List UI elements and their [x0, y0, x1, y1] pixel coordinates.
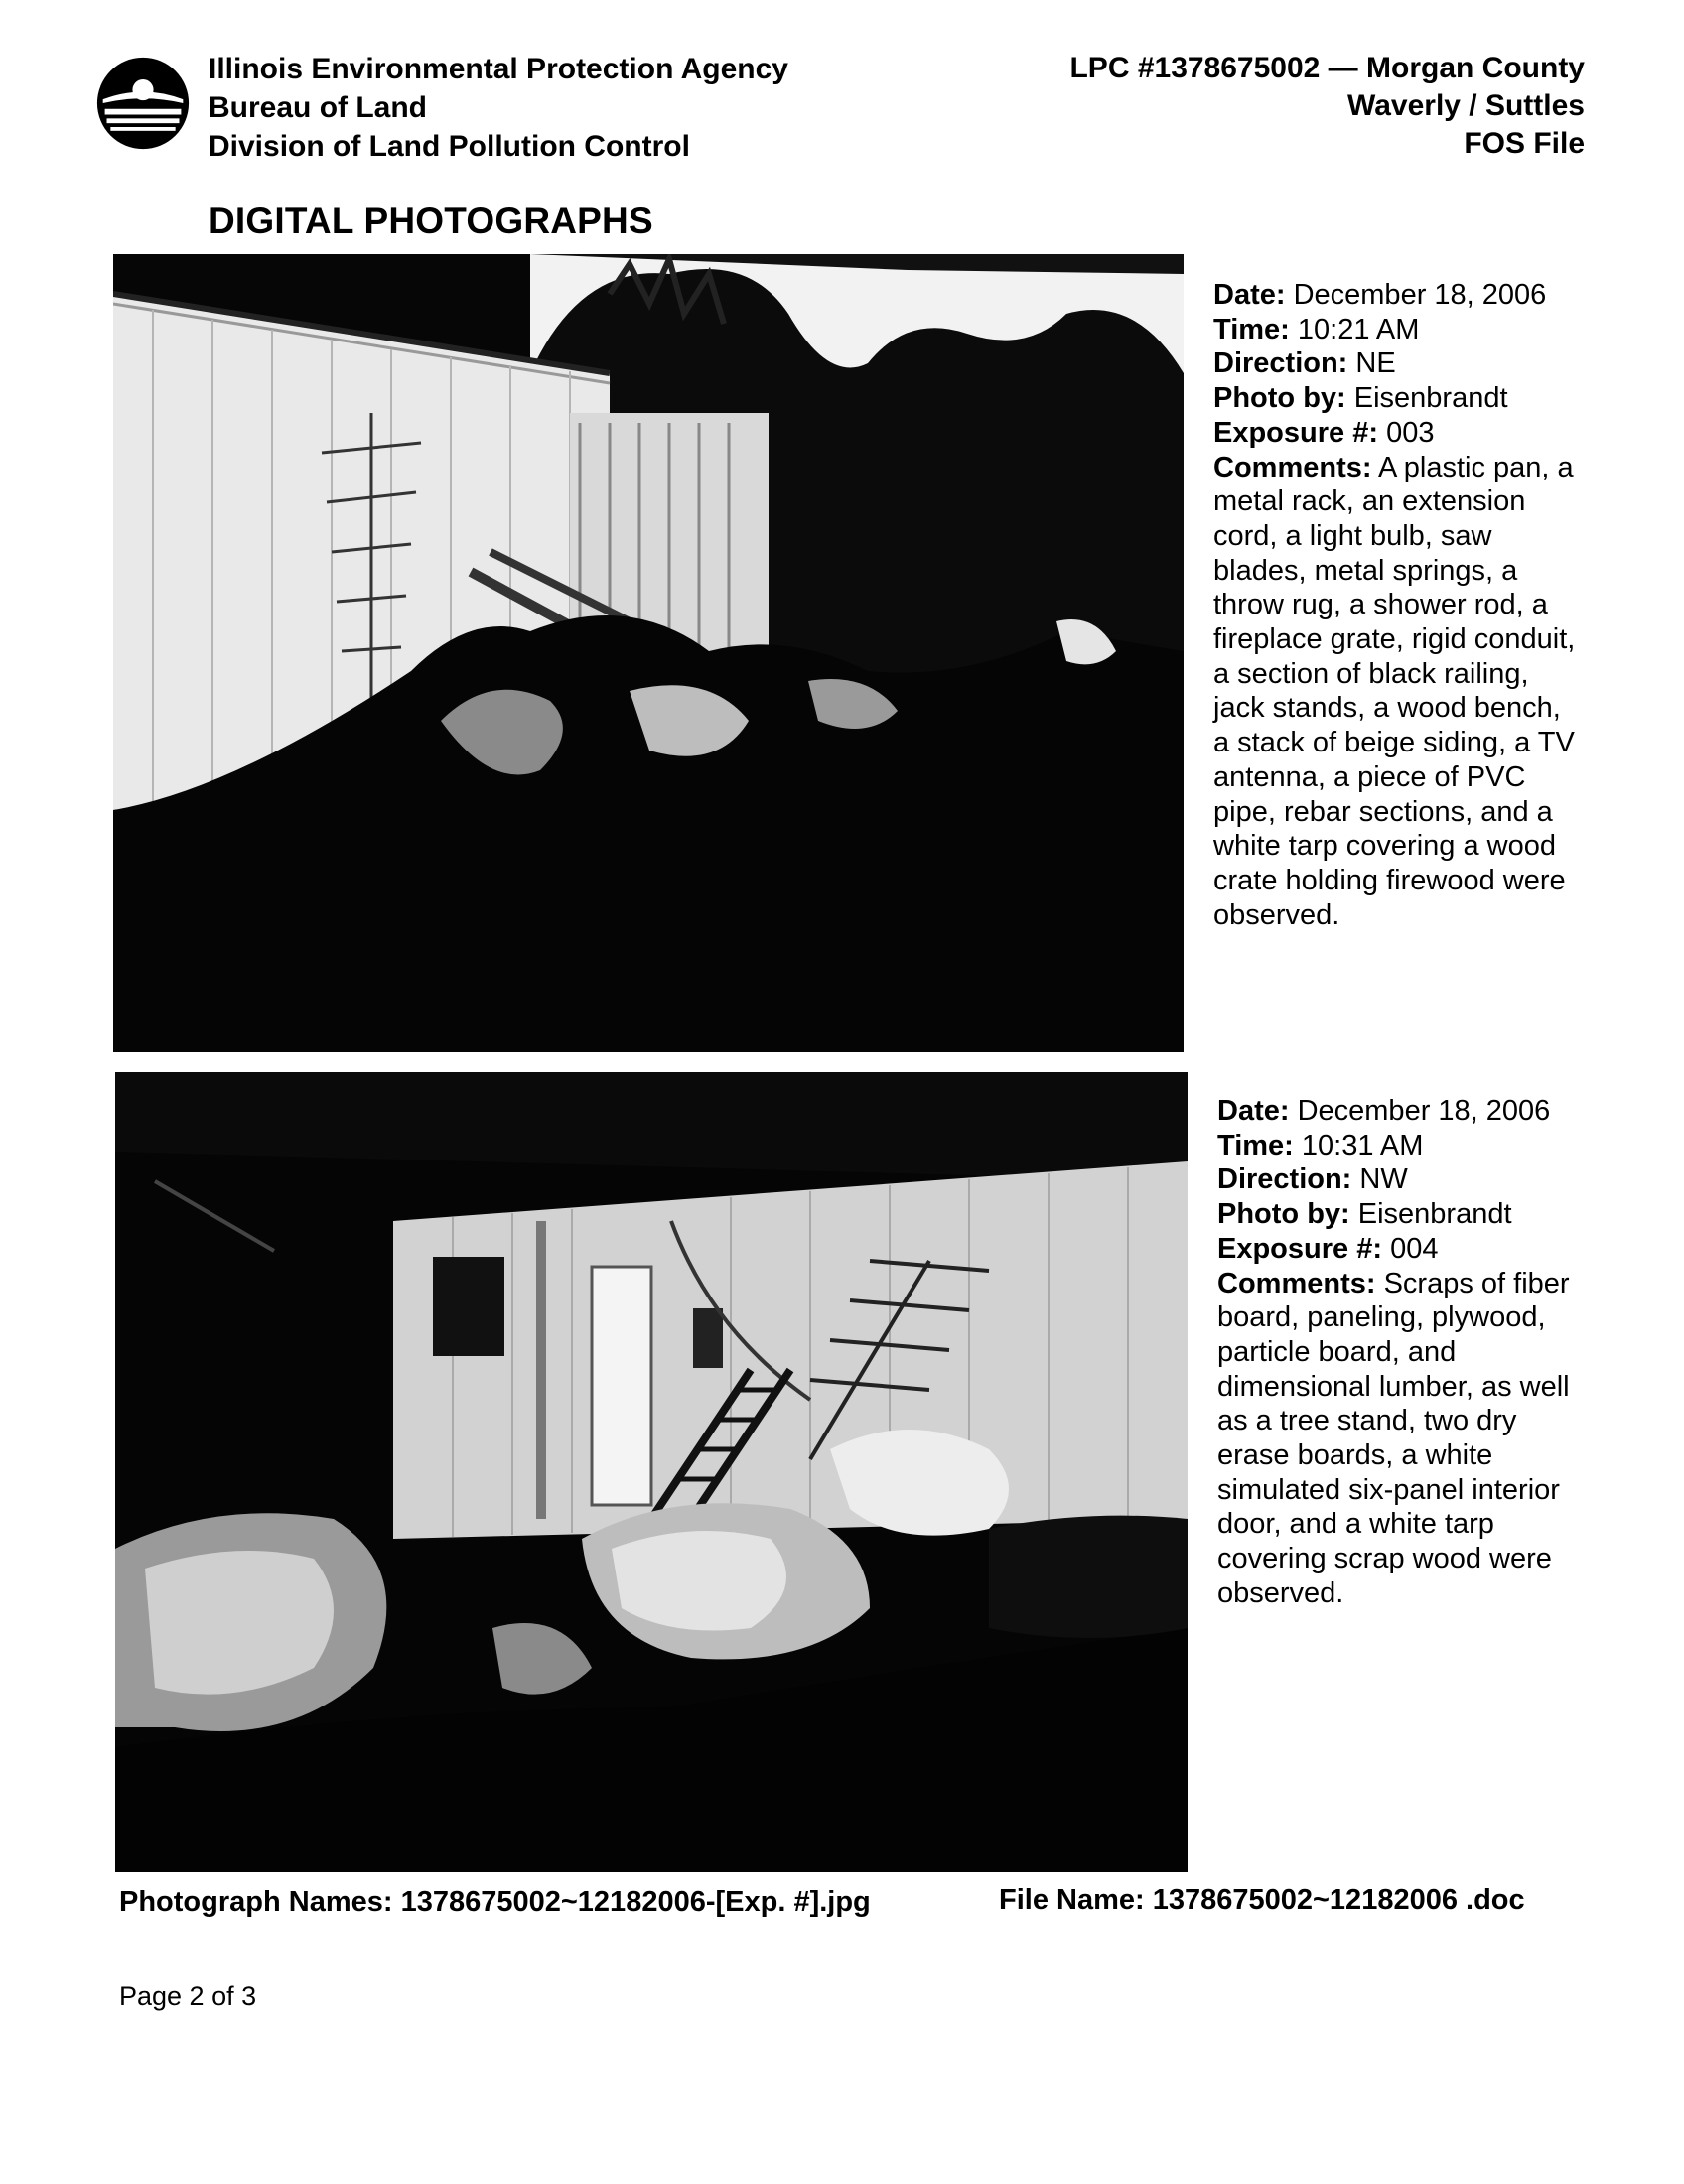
photo-by-value: Eisenbrandt [1353, 382, 1508, 415]
exposure-row [1213, 416, 1581, 451]
comments-label: Comments: [1217, 1267, 1376, 1299]
time-row [1213, 313, 1581, 347]
time-value: 10:31 AM [1301, 1129, 1424, 1161]
comments-block [1213, 451, 1581, 933]
comments-value: Scraps of fiber board, paneling, plywood, particle board, and dimensional lumber, as well as a tree stand, two dry erase boards, a white simulated six-panel interior door, and a white tarp covering scrap wood were observed. [1217, 1267, 1570, 1609]
exposure-label: Exposure #: [1217, 1232, 1382, 1265]
file-type: FOS File [1464, 127, 1585, 160]
comments-label: Comments: [1213, 451, 1372, 483]
page-title: DIGITAL PHOTOGRAPHS [209, 201, 653, 241]
direction-value: NE [1355, 347, 1396, 380]
page-number: Page 2 of 3 [119, 1981, 257, 2011]
photo-by-label: Photo by: [1217, 1198, 1350, 1231]
illinois-epa-logo-icon [95, 56, 191, 151]
site-photo-exposure-004 [115, 1072, 1188, 1872]
bureau-name: Bureau of Land [209, 91, 428, 124]
direction-label: Direction: [1217, 1163, 1352, 1196]
agency-name: Illinois Environmental Protection Agency [209, 53, 788, 85]
case-header [890, 50, 1585, 163]
file-name: File Name: 1378675002~12182006 .doc [999, 1884, 1525, 1916]
photo-by-row [1217, 1197, 1585, 1232]
agency-header [209, 50, 904, 166]
exposure-row [1217, 1232, 1585, 1267]
photo-by-label: Photo by: [1213, 382, 1346, 415]
comments-block [1217, 1267, 1585, 1611]
date-row [1213, 278, 1581, 313]
date-value: December 18, 2006 [1297, 1095, 1551, 1127]
photo-by-value: Eisenbrandt [1357, 1198, 1512, 1231]
exposure-value: 003 [1386, 416, 1435, 449]
site-photo-exposure-003 [113, 254, 1184, 1052]
direction-value: NW [1359, 1163, 1408, 1196]
date-label: Date: [1217, 1095, 1290, 1127]
photograph-names: Photograph Names: 1378675002~12182006-[Exp. #].jpg [119, 1886, 871, 1918]
time-label: Time: [1213, 313, 1290, 345]
date-value: December 18, 2006 [1293, 279, 1547, 311]
exposure-label: Exposure #: [1213, 416, 1378, 449]
direction-row [1217, 1162, 1585, 1197]
photo-by-row [1213, 381, 1581, 416]
date-label: Date: [1213, 279, 1286, 311]
exposure-value: 004 [1390, 1232, 1439, 1265]
photo-details-exposure-004 [1217, 1094, 1585, 1611]
time-value: 10:21 AM [1297, 313, 1420, 345]
site-name: Waverly / Suttles [1347, 89, 1585, 122]
division-name: Division of Land Pollution Control [209, 130, 690, 163]
date-row [1217, 1094, 1585, 1129]
comments-value: A plastic pan, a metal rack, an extension cord, a light bulb, saw blades, metal springs, a throw rug, a shower rod, a fireplace grate, rigid conduit, a section of black railing, jack stands, a wood bench, a stack of beige siding, a TV antenna, a piece of PVC pipe, rebar sections, and a white tarp covering a wood crate holding firewood were observed. [1213, 451, 1576, 931]
time-label: Time: [1217, 1129, 1294, 1161]
lpc-number: LPC #1378675002 — Morgan County [1069, 52, 1585, 84]
direction-label: Direction: [1213, 347, 1348, 380]
photo-details-exposure-003 [1213, 278, 1581, 932]
time-row [1217, 1129, 1585, 1163]
direction-row [1213, 346, 1581, 381]
